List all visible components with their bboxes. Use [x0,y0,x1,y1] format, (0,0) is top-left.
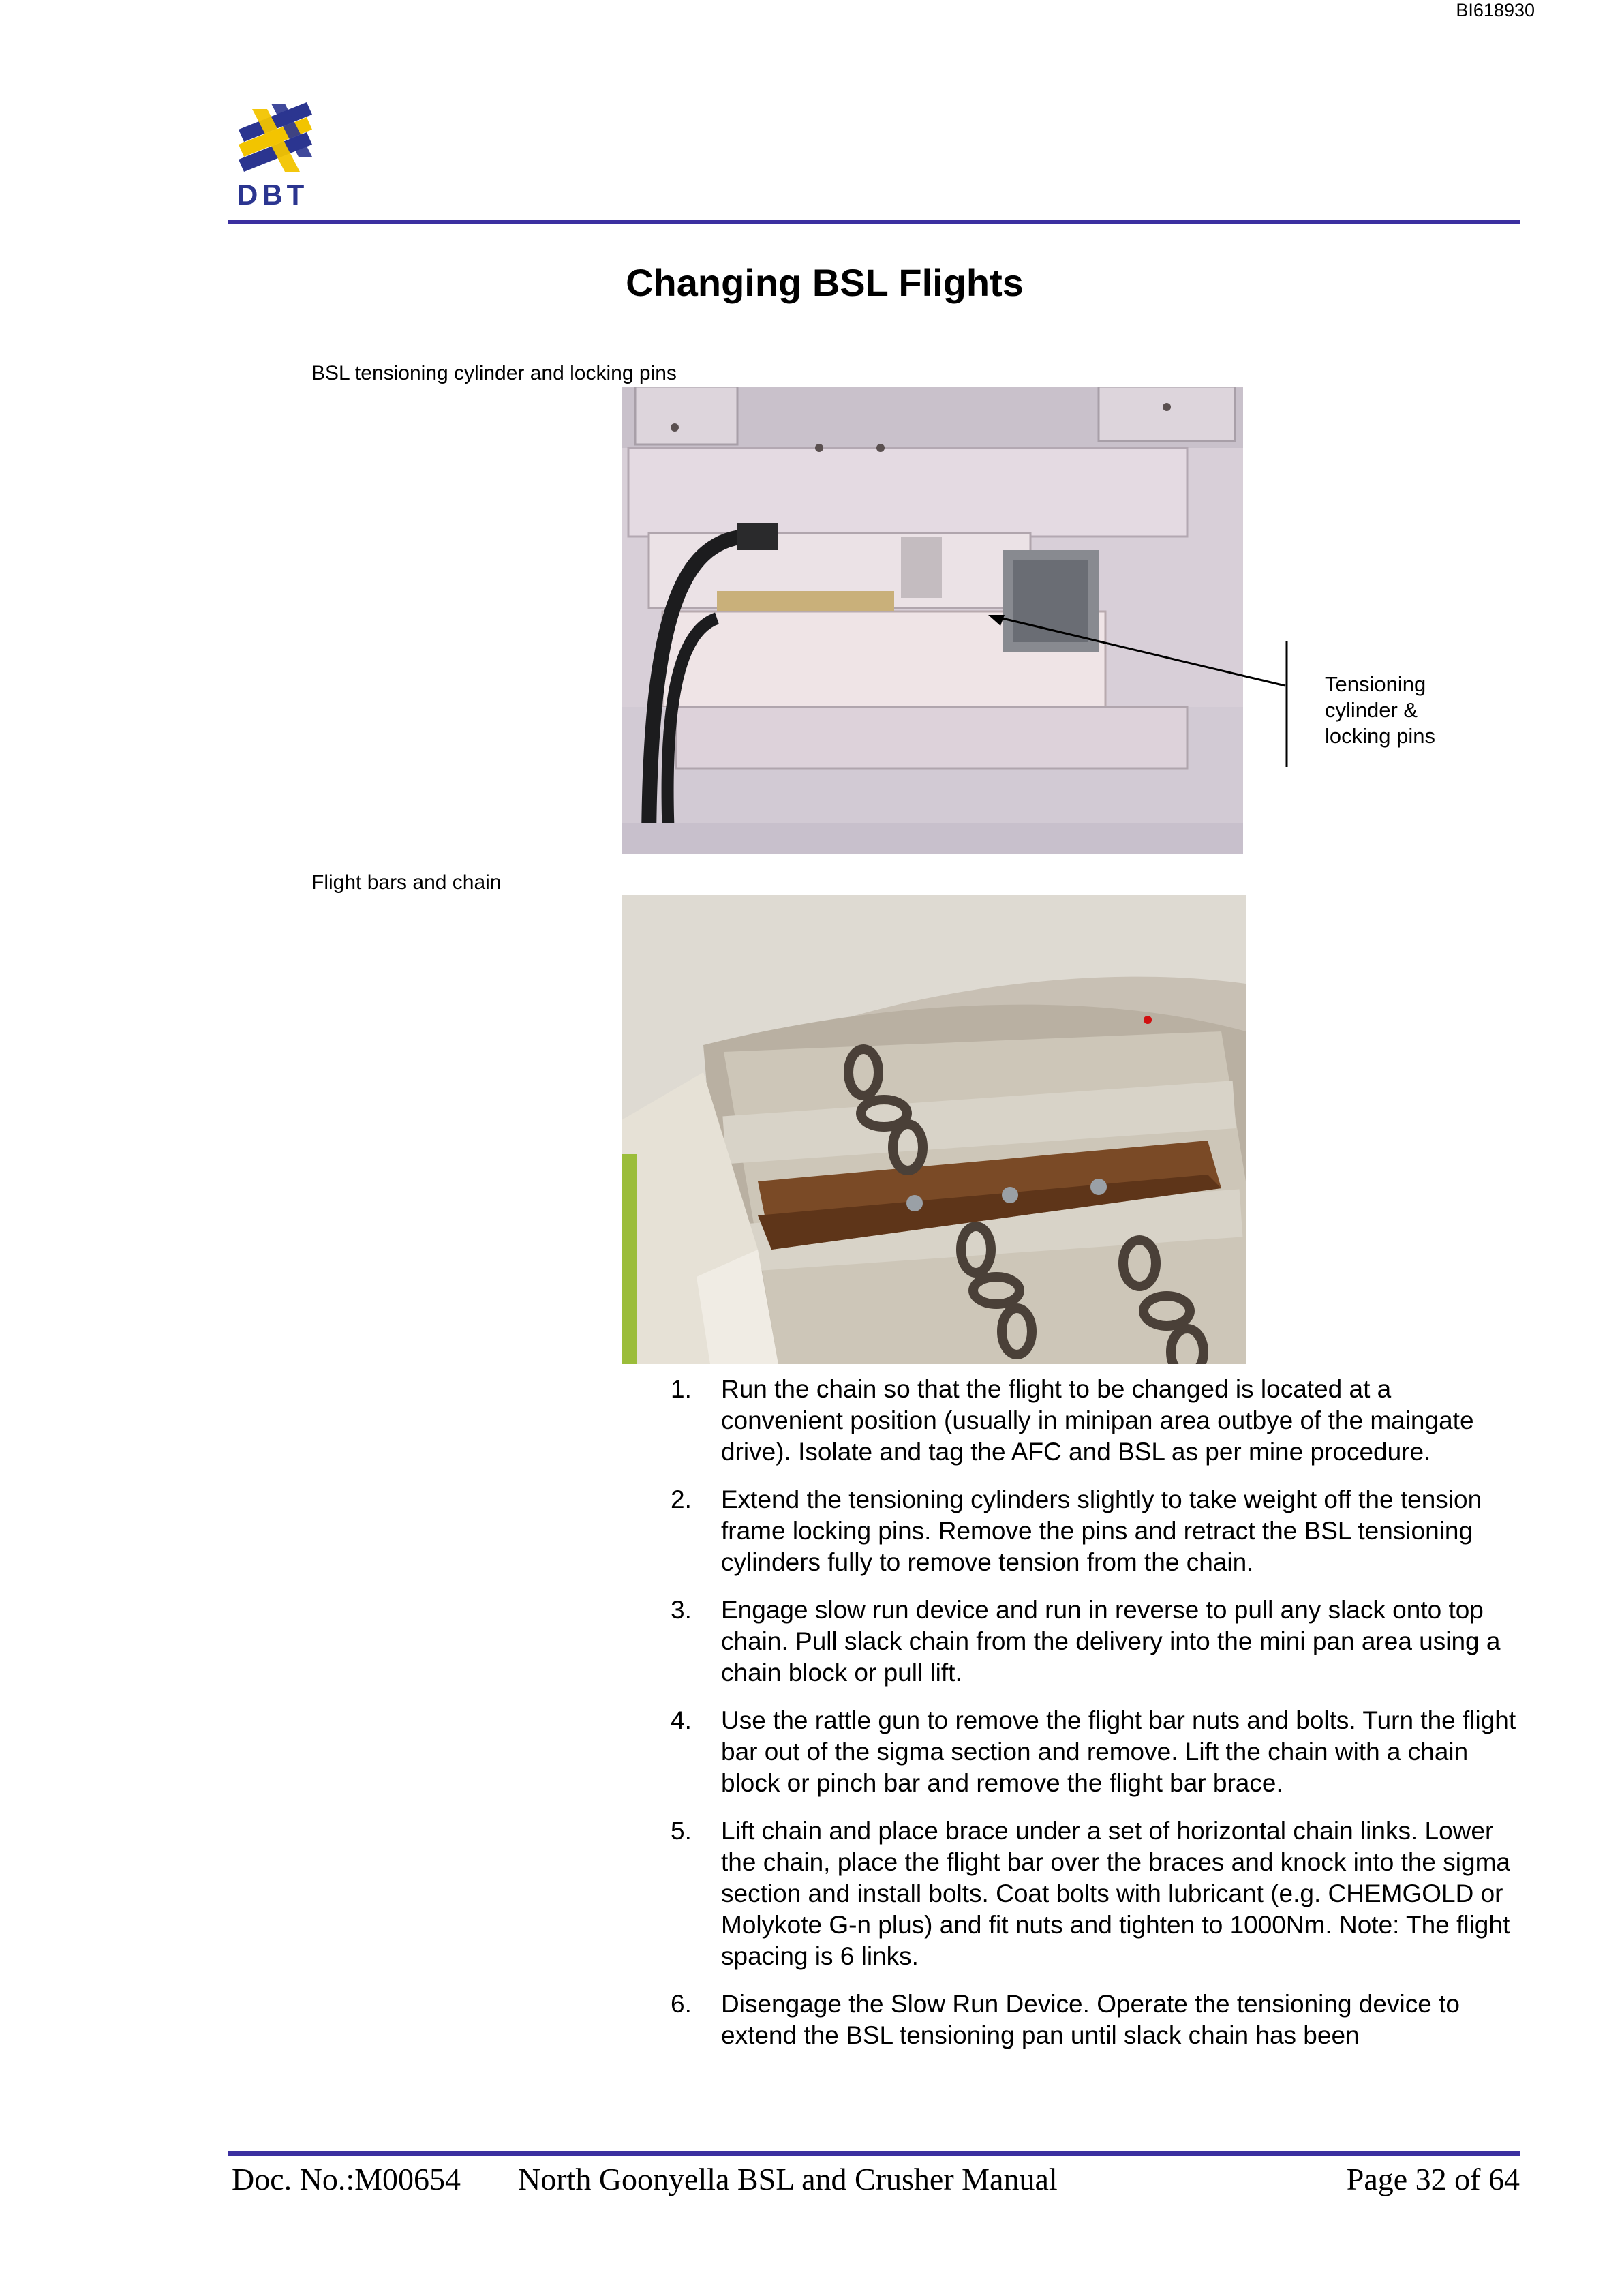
step-text: Lift chain and place brace under a set of horizontal chain links. Lower the chain, place the flight bar over the braces and knock into the sigma section and install bolts. Coat bolts with lubricant (e.g. CHEMGOLD or Molykote G-n plus) and fit nuts and tighten to 1000Nm. Note: The flight spacing is 6 links. [721,1817,1510,1970]
footer-rule [228,2151,1520,2156]
flight-bars-photo [622,895,1246,1364]
manual-title: North Goonyella BSL and Crusher Manual [518,2162,1058,2196]
step-number: 2. [671,1485,692,1513]
figure-caption: BSL tensioning cylinder and locking pins [311,362,677,384]
list-item [654,1374,1520,1468]
page-title: Changing BSL Flights [626,261,1024,304]
step-text: Disengage the Slow Run Device. Operate the tensioning device to extend the BSL tensioning pan until slack chain has been [721,1990,1460,2049]
step-number: 3. [671,1596,692,1624]
step-text: Engage slow run device and run in reverse to pull any slack onto top chain. Pull slack chain from the delivery into the mini pan area using a chain block or pull lift. [721,1596,1501,1687]
figure-caption: Flight bars and chain [311,871,502,894]
procedure-steps [654,1374,1520,2068]
list-item [654,1815,1520,1972]
list-item [654,1595,1520,1689]
callout-line: Tensioning [1325,672,1426,696]
callout-label [1325,671,1435,749]
step-text: Run the chain so that the flight to be changed is located at a convenient position (usually in minipan area outbye of the maingate drive). Isolate and tag the AFC and BSL as per mine procedure. [721,1375,1474,1466]
step-number: 6. [671,1990,692,2018]
callout-line: locking pins [1325,724,1435,748]
step-text: Use the rattle gun to remove the flight bar nuts and bolts. Turn the flight bar out of the sigma section and remove. Lift the chain with a chain block or pinch bar and remove the flight bar brace. [721,1706,1516,1797]
list-item [654,1705,1520,1799]
header-rule [228,220,1520,224]
list-item [654,1989,1520,2051]
step-number: 4. [671,1706,692,1734]
callout-pointer [981,600,1295,777]
logo-text: DBT [237,179,309,211]
step-number: 1. [671,1375,692,1403]
callout-line: cylinder & [1325,698,1418,722]
dbt-logo [232,95,320,211]
document-id: BI618930 [1456,0,1535,20]
list-item [654,1484,1520,1578]
step-number: 5. [671,1817,692,1845]
doc-number: Doc. No.:M00654 [232,2162,461,2196]
page-number: Page 32 of 64 [1346,2162,1520,2196]
step-text: Extend the tensioning cylinders slightly to take weight off the tension frame locking pins. Remove the pins and retract the BSL tensioning cylinders fully to remove tension from the chain. [721,1485,1482,1576]
page-footer [232,2161,1520,2202]
